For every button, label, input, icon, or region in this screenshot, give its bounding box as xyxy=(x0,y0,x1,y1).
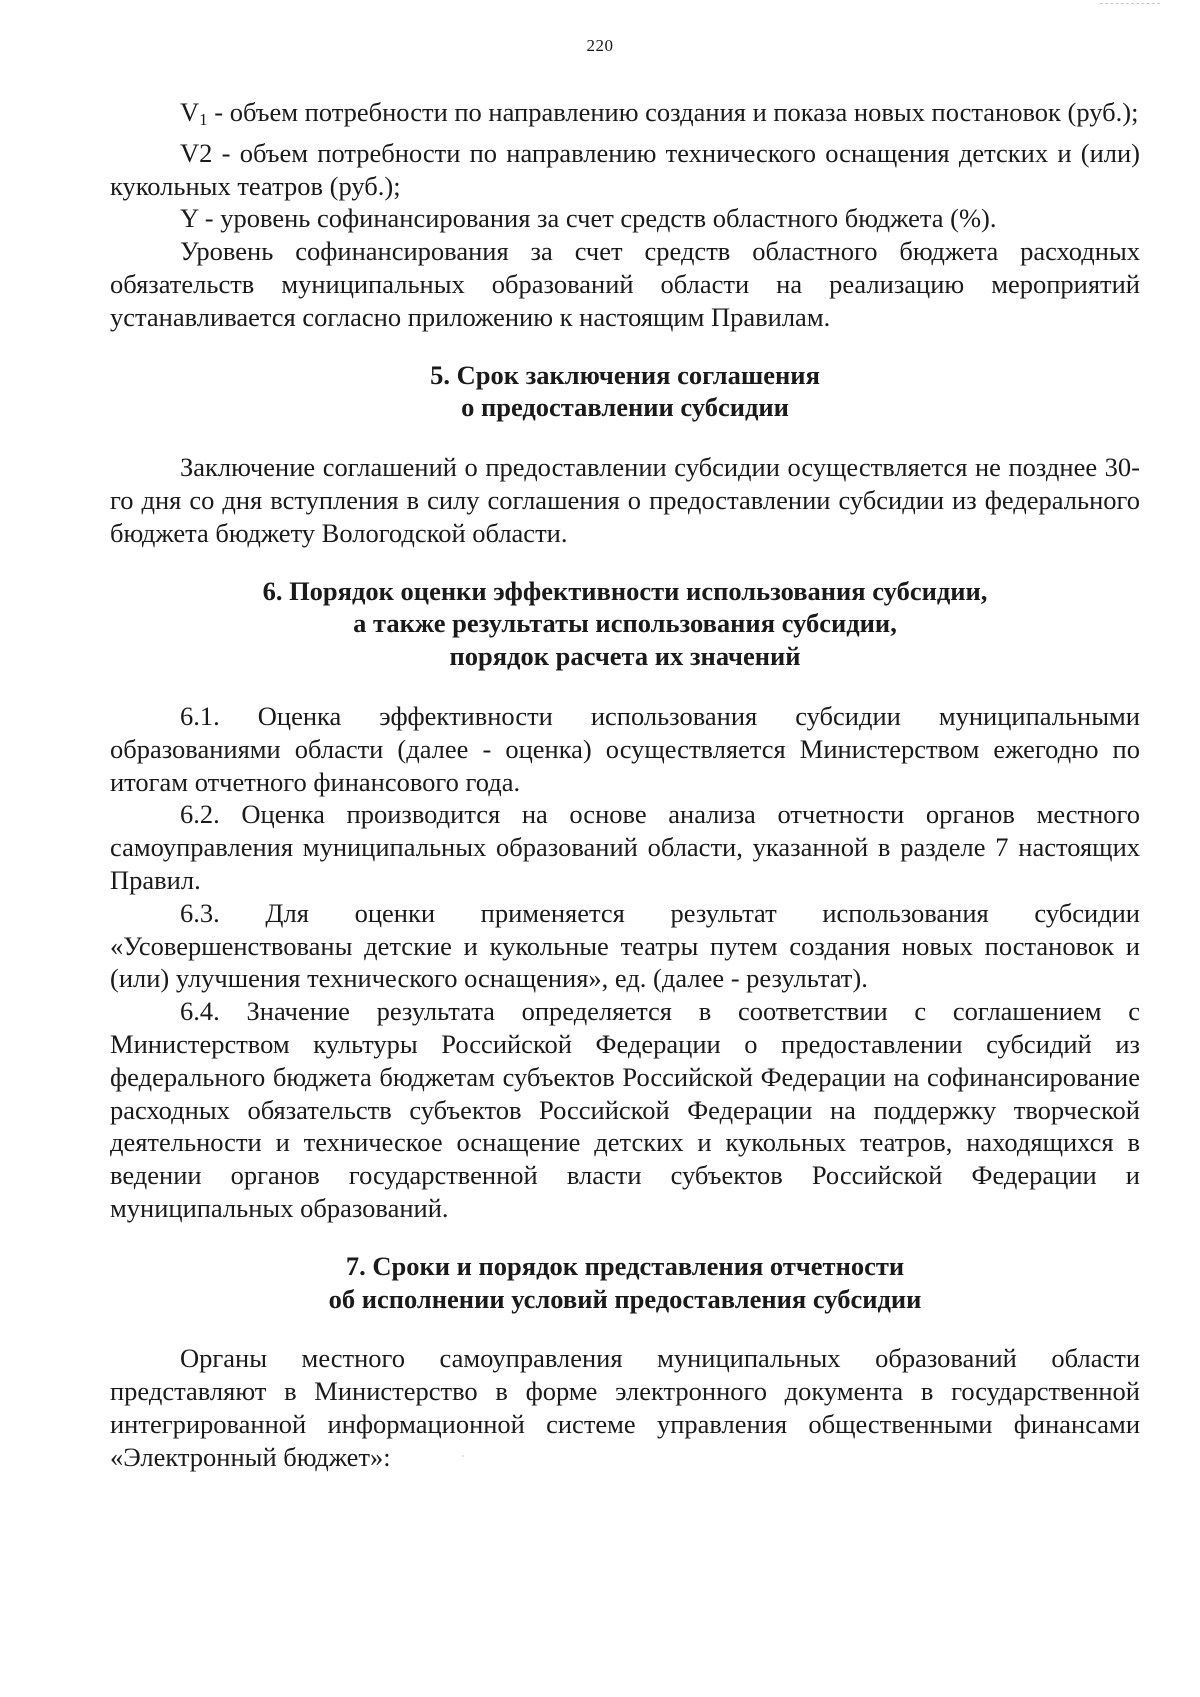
scan-corner-mark xyxy=(1100,0,1160,4)
formula-subscript: 1 xyxy=(199,110,208,129)
formula-note-text: - уровень софинансирования за счет средств областного бюджета (%). xyxy=(198,203,997,234)
formula-note-v2 xyxy=(110,137,1140,203)
clause-6-3: 6.3. Для оценки применяется результат использования субсидии «Усовершенствованы детские и кукольные театры путем создания новых постановок и (или) улучшения технического оснащения», ед. (далее - результат). xyxy=(110,897,1140,994)
section-5-heading-line-1: 5. Срок заключения соглашения xyxy=(430,359,820,390)
section-6-heading xyxy=(110,575,1140,673)
page-number: 220 xyxy=(586,36,614,55)
section-7-heading-line-2: об исполнении условий предоставления субсидии xyxy=(328,1283,922,1314)
cofinancing-paragraph: Уровень софинансирования за счет средств областного бюджета расходных обязательств муниципальных образований области на реализацию мероприятий устанавливается согласно приложению к настоящим Правилам. xyxy=(110,236,1140,332)
section-6-heading-line-2: а также результаты использования субсидии, xyxy=(353,608,897,639)
clause-6-4: 6.4. Значение результата определяется в соответствии с соглашением с Министерством культуры Российской Федерации о предоставлении субсидий из федерального бюджета бюджетам субъектов Российской Федерации на софинансирование расходных обязательств субъектов Российской Федерации на поддержку творческой деятельности и техническое оснащение детских и кукольных театров, находящихся в ведении органов государственной власти субъектов Российской Федерации и муниципальных образований. xyxy=(110,996,1140,1223)
formula-note-text: - объем потребности по направлению технического оснащения детских и (или) кукольных театров (руб.); xyxy=(110,137,1140,201)
document-body xyxy=(110,96,1140,1473)
section-5-heading-line-2: о предоставлении субсидии xyxy=(461,392,789,423)
clause-6-2: 6.2. Оценка производится на основе анализа отчетности органов местного самоуправления муниципальных образований области, указанной в разделе 7 настоящих Правил. xyxy=(110,799,1140,895)
section-6-heading-line-3: порядок расчета их значений xyxy=(449,641,801,672)
clause-6-1: 6.1. Оценка эффективности использования субсидии муниципальными образованиями области (далее - оценка) осуществляется Министерством ежегодно по итогам отчетного финансового года. xyxy=(110,700,1140,797)
formula-note-text: - объем потребности по направлению создания и показа новых постановок (руб.); xyxy=(207,97,1139,127)
section-7-heading xyxy=(110,1250,1140,1316)
section-6-heading-line-1: 6. Порядок оценки эффективности использования субсидии, xyxy=(262,575,988,606)
formula-note-v1 xyxy=(110,96,1140,137)
formula-symbol-y: Y xyxy=(180,203,199,234)
section-7-paragraph: Органы местного самоуправления муниципальных образований области представляют в Министерство в форме электронного документа в государственной интегрированной информационной системе управления общественными финансами «Электронный бюджет»: xyxy=(110,1343,1140,1472)
section-5-paragraph: Заключение соглашений о предоставлении субсидии осуществляется не позднее 30-го дня со дня вступления в силу соглашения о предоставлении субсидии из федерального бюджета бюджету Вологодской области. xyxy=(110,452,1140,548)
scan-speck xyxy=(462,1455,464,1457)
formula-note-y xyxy=(110,202,1140,235)
formula-symbol-v2: V2 xyxy=(180,137,213,168)
section-5-heading xyxy=(110,359,1140,425)
formula-symbol-v: V xyxy=(180,97,200,127)
section-7-heading-line-1: 7. Сроки и порядок представления отчетности xyxy=(345,1250,905,1281)
